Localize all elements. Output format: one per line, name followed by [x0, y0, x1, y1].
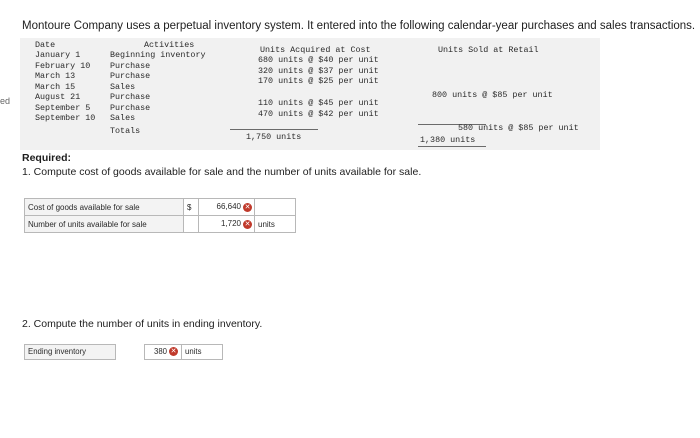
table-row	[25, 199, 296, 216]
acquired-cell: 680 units @ $40 per unit	[258, 55, 379, 65]
cogs-input[interactable]	[199, 199, 255, 216]
acquired-cell: 320 units @ $37 per unit	[258, 65, 379, 76]
units-available-label: Number of units available for sale	[25, 216, 184, 233]
acquired-cell: 470 units @ $42 per unit	[258, 108, 379, 119]
table-row	[25, 216, 296, 233]
activity-cell: Purchase	[110, 92, 151, 102]
activity-cell: Beginning inventory	[110, 50, 206, 60]
acquired-cell: 110 units @ $45 per unit	[258, 98, 379, 108]
header-units-sold: Units Sold at Retail	[438, 45, 539, 55]
date-cell: September 5	[35, 102, 91, 113]
units-label: units	[255, 216, 296, 233]
activity-cell: Purchase	[110, 71, 151, 81]
date-cell: February 10	[35, 60, 91, 71]
activity-cell: Purchase	[110, 102, 151, 113]
cogs-value: 66,640	[216, 202, 241, 212]
date-column	[35, 50, 95, 124]
ending-inventory-value: 380	[153, 347, 167, 356]
acquired-total-rule	[230, 129, 318, 130]
date-cell: August 21	[35, 92, 81, 102]
ending-units-label: units	[182, 344, 223, 360]
date-cell: January 1	[35, 50, 81, 60]
answer-table-1	[24, 198, 296, 233]
ending-inventory-row	[24, 344, 223, 360]
header-activities: Activities	[144, 40, 195, 50]
sold-total: 1,380 units	[420, 135, 476, 145]
date-cell: September 10	[35, 113, 96, 123]
acquired-total: 1,750 units	[246, 132, 302, 142]
sold-september: 580 units @ $85 per unit	[458, 123, 579, 133]
header-date: Date	[35, 40, 56, 50]
empty-cell	[255, 199, 296, 216]
activity-totals: Totals	[110, 125, 141, 136]
spacer	[116, 344, 144, 358]
activity-cell: Purchase	[110, 60, 151, 71]
date-cell: March 15	[35, 81, 76, 92]
acquired-column-top	[258, 55, 379, 87]
sold-total-rule-bottom	[418, 146, 486, 147]
date-cell: March 13	[35, 71, 76, 81]
activities-column	[110, 50, 206, 136]
cogs-label: Cost of goods available for sale	[25, 199, 184, 216]
question-2: 2. Compute the number of units in ending inventory.	[22, 318, 263, 330]
sold-march: 800 units @ $85 per unit	[432, 90, 553, 100]
incorrect-icon: ✕	[244, 203, 251, 211]
incorrect-icon: ✕	[244, 220, 251, 228]
question-1: 1. Compute cost of goods available for sale and the number of units available for sale.	[22, 166, 422, 178]
acquired-cell: 170 units @ $25 per unit	[258, 76, 379, 86]
header-units-acquired: Units Acquired at Cost	[260, 45, 371, 55]
acquired-column-bottom	[258, 98, 379, 119]
transactions-ledger	[20, 38, 600, 150]
edge-fragment: ed	[0, 96, 11, 106]
empty-currency-cell	[184, 216, 199, 233]
units-available-input[interactable]	[199, 216, 255, 233]
problem-intro: Montoure Company uses a perpetual inventory system. It entered into the following calendar-year purchases and sales transactions.	[22, 20, 696, 32]
activity-cell: Sales	[110, 81, 136, 92]
units-available-value: 1,720	[220, 219, 241, 229]
incorrect-icon: ✕	[170, 348, 177, 356]
required-heading: Required:	[22, 152, 72, 164]
ending-inventory-label: Ending inventory	[24, 344, 116, 360]
currency-symbol: $	[184, 199, 199, 216]
ending-inventory-input[interactable]	[144, 344, 182, 360]
activity-cell: Sales	[110, 113, 136, 123]
